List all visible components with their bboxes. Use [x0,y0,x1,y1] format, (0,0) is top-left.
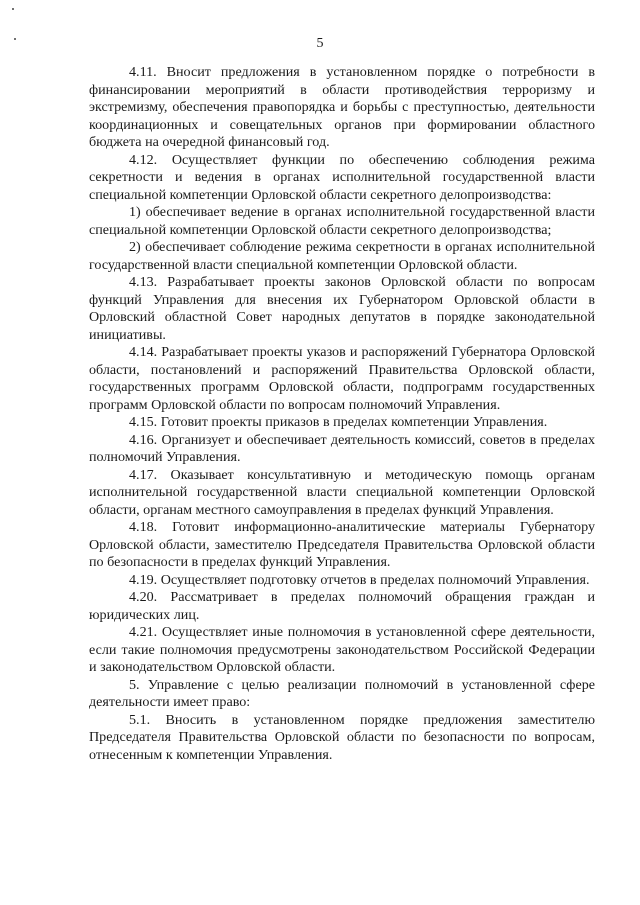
paragraph-4-15: 4.15. Готовит проекты приказов в пределах компетенции Управления. [129,414,548,430]
paragraph-5-1: 5.1. Вносить в установленном порядке предложения заместителю Председателя Правительства Орловской области по безопасности по вопросам, отнесенным к компетенции Управления. [89,711,595,763]
paragraph-4-12: 4.12. Осуществляет функции по обеспечению соблюдения режима секретности и ведения в органах исполнительной государственной власти специальной компетенции Орловской области секретного делопроизводства: [89,151,595,203]
paragraph-4-14: 4.14. Разрабатывает проекты указов и распоряжений Губернатора Орловской области, постановлений и распоряжений Правительства Орловской области, государственных программ Орловской области, подпрограмм государственных программ Орловской области по вопросам полномочий Управления. [89,344,595,413]
paragraph-4-17: 4.17. Оказывает консультативную и методическую помощь органам исполнительной государственной власти специальной компетенции Орловской области, органам местного самоуправления в пределах функций Управления. [89,466,595,518]
paragraph-4-13: 4.13. Разрабатывает проекты законов Орловской области по вопросам функций Управления для внесения их Губернатором Орловской области в Орловский областной Совет народных депутатов в порядке законодательной инициативы. [89,274,595,343]
scan-speck [12,8,14,10]
paragraph-4-21: 4.21. Осуществляет иные полномочия в установленной сфере деятельности, если такие полномочия предусмотрены законодательством Российской Федерации и законодательством Орловской области. [89,624,595,675]
paragraph-4-16: 4.16. Организует и обеспечивает деятельность комиссий, советов в пределах полномочий Управления. [89,431,595,465]
document-body [89,64,595,764]
paragraph-4-20: 4.20. Рассматривает в пределах полномочий обращения граждан и юридических лиц. [89,589,595,623]
paragraph-5: 5. Управление с целью реализации полномочий в установленной сфере деятельности имеет право: [89,676,595,710]
paragraph-4-18: 4.18. Готовит информационно-аналитические материалы Губернатору Орловской области, заместителю Председателя Правительства Орловской области по безопасности в пределах функций Управления. [89,519,595,570]
paragraph-4-12-item-2: 2) обеспечивает соблюдение режима секретности в органах исполнительной государственной власти специальной компетенции Орловской области. [89,239,595,273]
page-number: 5 [316,36,324,51]
paragraph-4-12-item-1: 1) обеспечивает ведение в органах исполнительной государственной власти специальной компетенции Орловской области секретного делопроизводства; [89,204,595,238]
paragraph-4-11: 4.11. Вносит предложения в установленном порядке о потребности в финансировании мероприятий в области противодействия терроризму и экстремизму, обеспечения правопорядка и борьбы с преступностью, деятельности координационных и совещательных органов при формировании областного бюджета на очередной финансовый год. [89,64,595,150]
paragraph-4-19: 4.19. Осуществляет подготовку отчетов в пределах полномочий Управления. [129,571,590,588]
